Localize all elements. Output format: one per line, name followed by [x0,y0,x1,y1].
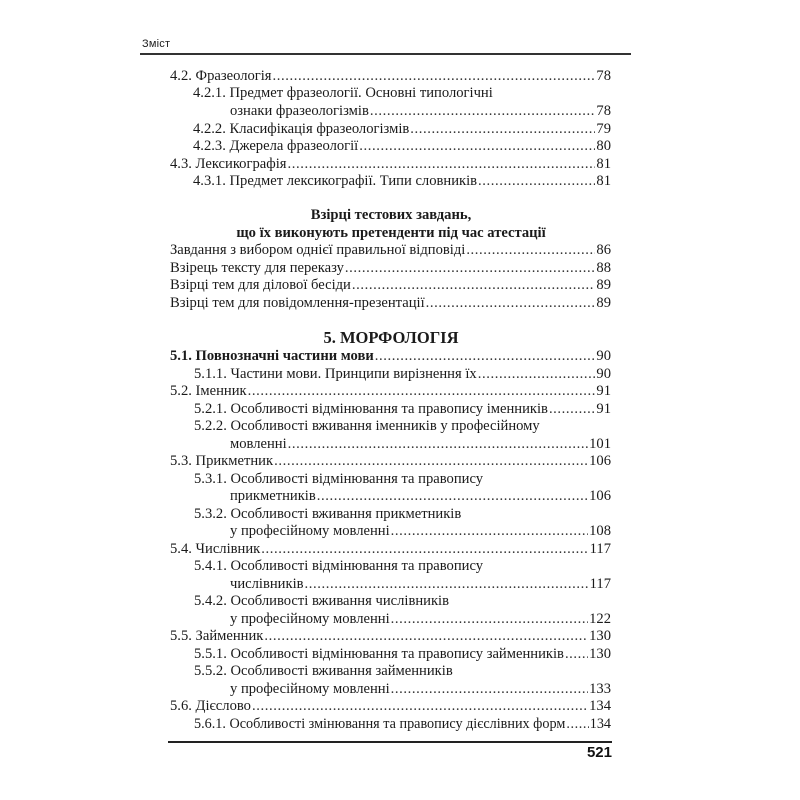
leader-dots [565,645,588,663]
leader-dots [566,715,588,733]
leader-dots [352,276,596,294]
leader-dots [391,680,588,698]
toc-entry-page: 130 [589,646,611,662]
toc-entry-title: 5.6. Дієслово [170,698,251,714]
running-head: Зміст [142,38,171,50]
toc-entry-page: 106 [589,488,611,504]
page-number: 521 [586,744,612,761]
toc-entry-page: 133 [589,681,611,697]
leader-dots [261,540,588,558]
toc-entry-page: 90 [596,348,611,364]
toc-entry-title: 4.3.1. Предмет лексикографії. Типи словників [193,173,478,189]
toc-entry-page: 91 [596,383,611,399]
toc-entry-page: 89 [596,295,611,311]
toc-entry-page: 90 [596,366,611,382]
toc-entry[interactable] [194,557,483,575]
toc-entry[interactable] [193,120,611,138]
toc-entry-page: 80 [596,138,611,154]
leader-dots [391,522,588,540]
toc-entry-title: у професійному мовленні [230,681,390,697]
toc-entry-title: 4.2.2. Класифікація фразеологізмів [193,121,410,137]
toc-entry-title: Взірець тексту для переказу [170,260,344,276]
toc-entry-title: Взірці тем для ділової бесіди [170,277,351,293]
leader-dots [478,365,596,383]
toc-entry-title: 5.4.2. Особливості вживання числівників [194,593,449,609]
chapter-heading: 5. МОРФОЛОГІЯ [323,328,459,347]
toc-entry[interactable] [194,400,611,418]
toc-entry[interactable] [194,365,611,383]
toc-entry-page: 89 [596,277,611,293]
toc-entry-continuation[interactable] [230,522,611,540]
toc-entry[interactable] [170,259,611,277]
toc-entry-page: 81 [596,156,611,172]
leader-dots [391,610,588,628]
toc-entry[interactable] [170,294,611,312]
toc-entry[interactable] [170,67,611,85]
toc-entry-page: 117 [589,541,611,557]
toc-entry[interactable] [193,172,611,190]
toc-entry-continuation[interactable] [230,435,611,453]
leader-dots [370,102,596,120]
toc-entry-title: 5.4.1. Особливості відмінювання та правопису [194,558,484,574]
leader-dots [273,67,596,85]
leader-dots [248,382,596,400]
section-heading-line: Взірці тестових завдань, [310,207,472,223]
toc-entry[interactable] [194,715,611,733]
leader-dots [426,294,596,312]
toc-entry[interactable] [194,417,540,435]
toc-entry[interactable] [194,645,611,663]
toc-entry[interactable] [194,592,449,610]
toc-entry-page: 91 [596,401,611,417]
toc-entry-page: 86 [596,242,611,258]
toc-entry-page: 79 [596,121,611,137]
footer-rule [168,741,612,743]
toc-entry[interactable] [170,155,611,173]
toc-entry-title: 5.3.2. Особливості вживання прикметників [194,506,462,522]
leader-dots [375,347,596,365]
leader-dots [345,259,596,277]
toc-entry-continuation[interactable] [230,680,611,698]
leader-dots [317,487,588,505]
toc-entry-title: ознаки фразеологізмів [230,103,369,119]
toc-entry[interactable] [170,276,611,294]
toc-entry-title: Взірці тем для повідомлення-презентації [170,295,425,311]
section-heading-line: що їх виконують претенденти під час атестації [236,225,546,241]
toc-entry-continuation[interactable] [230,610,611,628]
toc-entry-page: 106 [589,453,611,469]
toc-entry-title: 5.1.1. Частини мови. Принципи вирізнення їх [194,366,477,382]
leader-dots [274,452,588,470]
leader-dots [252,697,588,715]
toc-entry[interactable] [170,697,611,715]
toc-entry-title: 5.2.1. Особливості відмінювання та правопису іменників [194,401,548,417]
toc-entry-title: 4.2.3. Джерела фразеології [193,138,359,154]
toc-entry[interactable] [170,241,611,259]
toc-entry-page: 78 [596,103,611,119]
toc-entry-page: 122 [589,611,611,627]
toc-entry-title: 5.2.2. Особливості вживання іменників у професійному [194,418,540,434]
toc-entry-title: 5.6.1. Особливості змінювання та правопису дієслівних форм [194,716,566,732]
toc-entry-title: 5.2. Іменник [170,383,247,399]
toc-entry-page: 101 [589,436,611,452]
toc-entry[interactable] [170,382,611,400]
leader-dots [287,155,595,173]
toc-entry[interactable] [170,627,611,645]
toc-entry-title: числівників [230,576,304,592]
toc-entry-title: 5.5.1. Особливості відмінювання та правопису займенників [194,646,564,662]
toc-entry-continuation[interactable] [230,102,611,120]
toc-entry-page: 134 [589,698,611,714]
toc-entry-title: 5.3. Прикметник [170,453,274,469]
leader-dots [466,241,595,259]
toc-entry[interactable] [194,662,453,680]
toc-entry[interactable] [194,505,461,523]
toc-entry-page: 81 [596,173,611,189]
toc-entry-title: 4.2.1. Предмет фразеології. Основні типологічні [193,85,493,101]
toc-entry[interactable] [170,452,611,470]
toc-entry-title: 4.3. Лексикографія [170,156,287,172]
leader-dots [264,627,588,645]
toc-entry-page: 130 [589,628,611,644]
leader-dots [478,172,595,190]
toc-entry-title: 5.5.2. Особливості вживання займенників [194,663,453,679]
toc-entry-page: 134 [589,716,611,732]
toc-entry-page: 78 [596,68,611,84]
toc-entry[interactable] [193,137,611,155]
toc-entry-title: 5.5. Займенник [170,628,264,644]
toc-entry-title: 5.3.1. Особливості відмінювання та правопису [194,471,484,487]
toc-entry-page: 117 [589,576,611,592]
toc-entry-title: у професійному мовленні [230,523,390,539]
leader-dots [549,400,595,418]
leader-dots [305,575,589,593]
toc-entry[interactable] [194,470,483,488]
toc-entry-page: 88 [596,260,611,276]
toc-entry[interactable] [170,347,611,365]
toc-entry-continuation[interactable] [230,575,611,593]
toc-entry[interactable] [193,84,493,102]
toc-entry-page: 108 [589,523,611,539]
toc-entry[interactable] [170,540,611,558]
toc-entry-title: мовленні [230,436,287,452]
toc-entry-title: у професійному мовленні [230,611,390,627]
leader-dots [410,120,595,138]
toc-entry-title: 4.2. Фразеологія [170,68,272,84]
toc-entry-title: Завдання з вибором однієї правильної відповіді [170,242,466,258]
leader-dots [359,137,595,155]
toc-entry-continuation[interactable] [230,487,611,505]
leader-dots [288,435,588,453]
toc-entry-title: прикметників [230,488,316,504]
toc-entry-title: 5.1. Повнозначні частини мови [170,348,374,364]
toc-entry-title: 5.4. Числівник [170,541,261,557]
